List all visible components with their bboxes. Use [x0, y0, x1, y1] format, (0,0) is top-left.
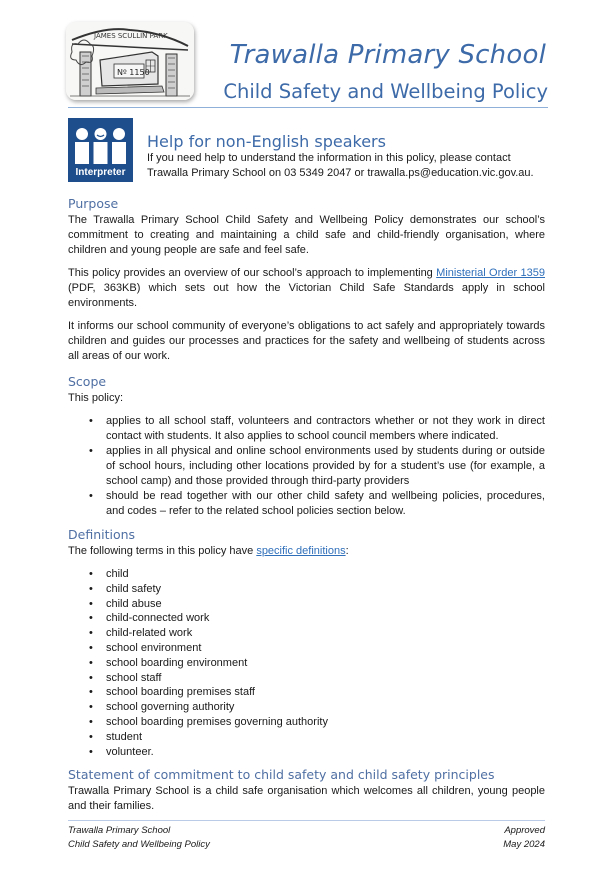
- school-logo: [66, 22, 194, 100]
- definitions-intro-text: The following terms in this policy have: [68, 545, 257, 557]
- definitions-intro: [68, 544, 545, 559]
- footer-policy-name: Child Safety and Wellbeing Policy: [68, 838, 210, 850]
- footer-school-name: Trawalla Primary School: [68, 825, 171, 836]
- scope-intro: This policy:: [68, 392, 124, 404]
- footer-left: [68, 824, 210, 851]
- definition-term: • school boarding environment: [68, 656, 545, 671]
- footer-right: [503, 824, 545, 851]
- section-commitment: [68, 767, 545, 814]
- section-heading-commitment: Statement of commitment to child safety and child safety principles: [68, 767, 495, 783]
- interpreter-icon: [68, 122, 133, 168]
- interpreter-label: Interpreter: [75, 167, 126, 178]
- ministerial-order-link[interactable]: Ministerial Order 1359: [436, 267, 545, 279]
- purpose-paragraph-2: [68, 266, 545, 311]
- commitment-paragraph: Trawalla Primary School is a child safe organisation which welcomes all children, young people and their families.: [68, 785, 545, 813]
- purpose-paragraph-3: It informs our school community of everyone’s obligations to act safely and appropriately towards children and guides our processes and practices for the safety and wellbeing of students across all areas of our work.: [68, 320, 545, 362]
- definition-term: • school environment: [68, 641, 545, 656]
- footer-divider: [68, 820, 545, 821]
- school-gate-sketch-icon: [66, 22, 194, 100]
- school-title: Trawalla Primary School: [229, 40, 546, 70]
- scope-list: [68, 414, 545, 519]
- svg-text:JAMES SCULLIN PARK: JAMES SCULLIN PARK: [94, 32, 168, 40]
- section-heading-scope: Scope: [68, 374, 107, 389]
- definitions-list: [68, 567, 545, 759]
- help-heading: Help for non-English speakers: [147, 132, 386, 151]
- section-heading-definitions: Definitions: [68, 527, 136, 542]
- scope-list-item: • applies to all school staff, volunteers and contractors whether or not they work in direct contact with students. It also applies to school council members where indicated.: [68, 414, 545, 444]
- purpose-paragraph-1: The Trawalla Primary School Child Safety and Wellbeing Policy demonstrates our school’s commitment to creating and maintaining a child safe and child-friendly organisation, where children and young people are safe and feel safe.: [68, 214, 545, 256]
- specific-definitions-link[interactable]: specific definitions: [256, 545, 346, 557]
- overview-text-before: This policy provides an overview of our school’s approach to implementing: [68, 267, 437, 279]
- footer-date: May 2024: [503, 838, 545, 850]
- interpreter-badge: [68, 118, 133, 182]
- definition-term: • school staff: [68, 671, 545, 686]
- definition-term: • child-connected work: [68, 611, 545, 626]
- section-scope: [68, 374, 545, 519]
- definition-term: • school boarding premises staff: [68, 685, 545, 700]
- definition-term: • child safety: [68, 582, 545, 597]
- definition-term: • school governing authority: [68, 700, 545, 715]
- scope-list-item: • applies in all physical and online school environments used by students during or outside of school hours, including other locations provided by for a student’s use (for example, a school camp) and those provided through third-party providers: [68, 444, 545, 489]
- overview-text-after: (PDF, 363KB) which sets out how the Victorian Child Safe Standards apply in school environments.: [68, 282, 545, 309]
- definition-term: • child: [68, 567, 545, 582]
- section-purpose: [68, 196, 545, 364]
- policy-title: Child Safety and Wellbeing Policy: [223, 80, 548, 103]
- section-heading-purpose: Purpose: [68, 196, 119, 211]
- help-text-line-1: If you need help to understand the information in this policy, please contact: [147, 152, 511, 164]
- section-definitions: [68, 527, 545, 759]
- definition-term: • child-related work: [68, 626, 545, 641]
- policy-content: [68, 196, 545, 822]
- header-divider: [68, 107, 548, 108]
- definition-term: • student: [68, 730, 545, 745]
- definition-term: • child abuse: [68, 597, 545, 612]
- footer-status: Approved: [504, 825, 545, 836]
- help-text-line-2: Trawalla Primary School on 03 5349 2047 or trawalla.ps@education.vic.gov.au.: [147, 167, 534, 179]
- definition-term: • school boarding premises governing authority: [68, 715, 545, 730]
- definitions-intro-colon: :: [345, 545, 349, 557]
- scope-list-item: • should be read together with our other child safety and wellbeing policies, procedures, and codes – refer to the related school policies section below.: [68, 489, 545, 519]
- svg-text:Nº 1150: Nº 1150: [117, 68, 150, 77]
- definition-term: • volunteer.: [68, 745, 545, 760]
